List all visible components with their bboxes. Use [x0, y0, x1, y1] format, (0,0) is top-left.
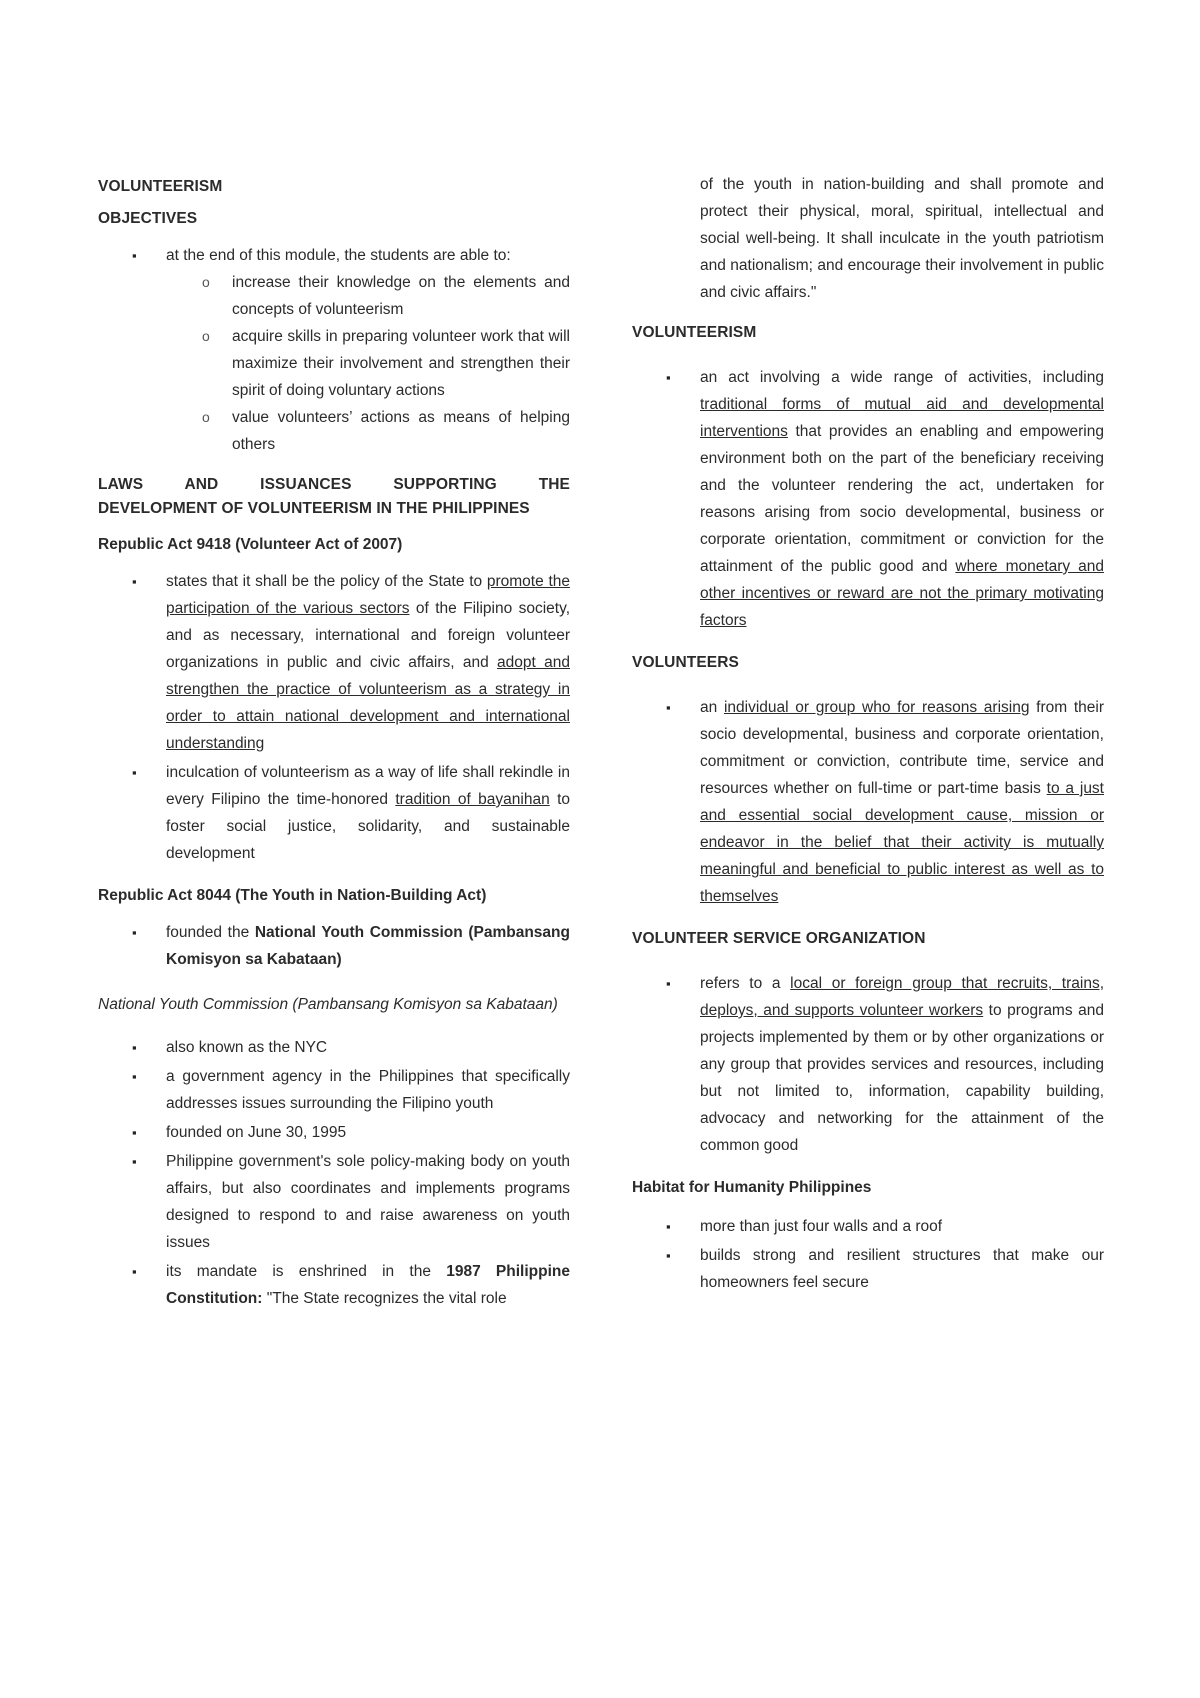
text: of the Filipino society, and as necessary, international and foreign volunteer organizations in public and civic affairs, and	[166, 600, 570, 671]
nyc-heading: National Youth Commission (Pambansang Komisyon sa Kabataan)	[98, 996, 558, 1013]
document-title: VOLUNTEERISM	[98, 178, 223, 195]
list-item: ▪ Philippine government's sole policy-making body on youth affairs, but also coordinates and implements programs designed to respond to and raise awareness on youth issues	[98, 1148, 570, 1256]
objectives-list	[98, 242, 570, 458]
list-item: ▪ also known as the NYC	[98, 1034, 570, 1061]
habitat-heading: Habitat for Humanity Philippines	[632, 1179, 872, 1196]
list-item	[632, 970, 1104, 1159]
objectives-heading: OBJECTIVES	[98, 210, 198, 227]
volunteerism-list	[632, 364, 1104, 634]
underlined-text: tradition of bayanihan	[395, 791, 550, 808]
objectives-intro: at the end of this module, the students are able to:	[166, 247, 511, 264]
left-column	[98, 178, 570, 1314]
text: to programs and projects implemented by them or by other organizations or any group that provides services and resources, including but not limited to, information, capability building, advocacy and networking for the attainment of the common good	[700, 1002, 1104, 1154]
list-item	[98, 242, 570, 458]
list-item	[98, 759, 570, 867]
text: refers to a	[700, 975, 791, 992]
text: to foster social justice, solidarity, and sustainable development	[166, 791, 570, 862]
list-item: ▪ founded on June 30, 1995	[98, 1119, 570, 1146]
list-item: ▪ more than just four walls and a roof	[632, 1213, 1104, 1240]
list-item	[98, 568, 570, 757]
list-item	[98, 1258, 570, 1312]
underlined-text: individual or group who for reasons arising	[723, 699, 1030, 716]
constitution-continuation: of the youth in nation-building and shall promote and protect their physical, moral, spiritual, intellectual and social well-being. It shall inculcate in the youth patriotism and nationalism; and encourage their involvement in public and civic affairs."	[700, 176, 1104, 301]
list-item: ▪ builds strong and resilient structures that make our homeowners feel secure	[632, 1242, 1104, 1296]
laws-heading	[98, 476, 570, 518]
text: its mandate is enshrined in the	[166, 1263, 447, 1280]
ra9418-heading: Republic Act 9418 (Volunteer Act of 2007)	[98, 536, 403, 553]
text: that provides an enabling and empowering environment both on the part of the beneficiary receiving and the volunteer rendering the act, undertaken for reasons arising from socio developmental, business or corporate orientation, commitment or conviction for the attainment of the public good and	[700, 423, 1104, 575]
bold-text: National Youth Commission (Pambansang Komisyon sa Kabataan)	[166, 924, 570, 968]
underlined-text: traditional forms of mutual aid and developmental interventions	[700, 396, 1104, 440]
list-item	[632, 364, 1104, 634]
ra8044-list	[98, 919, 570, 973]
underlined-text: where monetary and other incentives or reward are not the primary motivating factors	[700, 558, 1104, 629]
underlined-text: local or foreign group that recruits, trains, deploys, and supports volunteer workers	[700, 975, 1104, 1019]
nyc-list	[98, 1034, 570, 1312]
objectives-sublist	[98, 269, 570, 458]
habitat-list	[632, 1213, 1104, 1296]
volunteers-heading: VOLUNTEERS	[632, 654, 739, 671]
underlined-text: promote the participation of the various sectors	[166, 573, 570, 617]
text: states that it shall be the policy of the State to	[166, 573, 487, 590]
ra9418-list	[98, 568, 570, 867]
volunteerism-heading: VOLUNTEERISM	[632, 324, 757, 341]
text: from their socio developmental, business and corporate orientation, commitment or conviction, contribute time, service and resources whether on full-time or part-time basis	[700, 699, 1105, 797]
bold-text: 1987 Philippine Constitution:	[166, 1263, 570, 1307]
list-item: o increase their knowledge on the elements and concepts of volunteerism	[98, 269, 570, 323]
text: an act involving a wide range of activities, including	[700, 369, 1104, 386]
list-item: o acquire skills in preparing volunteer work that will maximize their involvement and strengthen their spirit of doing voluntary actions	[98, 323, 570, 404]
list-item: o value volunteers’ actions as means of helping others	[98, 404, 570, 458]
underlined-text: adopt and strengthen the practice of volunteerism as a strategy in order to attain national development and international understanding	[166, 654, 570, 752]
volunteers-list	[632, 694, 1104, 910]
underlined-text: to a just and essential social development cause, mission or endeavor in the belief that their activity is mutually meaningful and beneficial to public interest as well as to themselves	[700, 780, 1104, 905]
text: "The State recognizes the vital role	[262, 1290, 507, 1307]
text: founded the	[166, 924, 255, 941]
text: inculcation of volunteerism as a way of life shall rekindle in every Filipino the time-honored	[166, 764, 570, 808]
list-item	[98, 919, 570, 973]
vso-list	[632, 970, 1104, 1159]
right-column	[632, 178, 1104, 1298]
list-item	[632, 694, 1104, 910]
list-item: ▪ a government agency in the Philippines that specifically addresses issues surrounding the Filipino youth	[98, 1063, 570, 1117]
ra8044-heading: Republic Act 8044 (The Youth in Nation-Building Act)	[98, 887, 487, 904]
laws-heading-line1: LAWS AND ISSUANCES SUPPORTING THE	[98, 476, 570, 493]
vso-heading: VOLUNTEER SERVICE ORGANIZATION	[632, 930, 926, 947]
laws-heading-line2: DEVELOPMENT OF VOLUNTEERISM IN THE PHILIPPINES	[98, 500, 530, 517]
text: an	[700, 699, 724, 716]
